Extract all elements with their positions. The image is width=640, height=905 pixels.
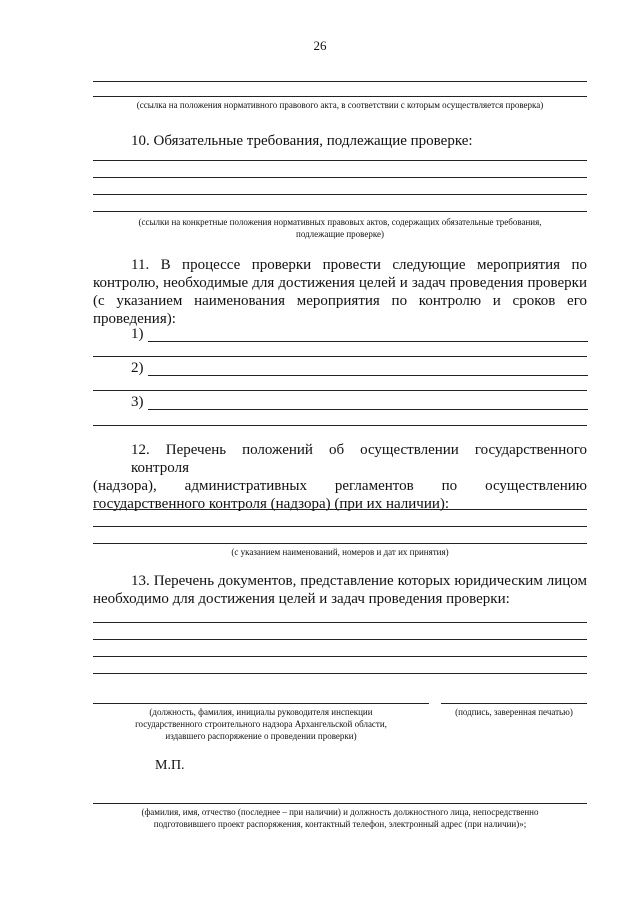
- blank-line: [93, 194, 587, 195]
- item-3-number: 3): [131, 394, 144, 410]
- official-note-line1: (должность, фамилия, инициалы руководителя инспекции: [149, 707, 373, 717]
- blank-line: [93, 356, 587, 357]
- signature-note: (подпись, заверенная печатью): [455, 707, 573, 717]
- item-2-line: [148, 375, 588, 376]
- section-11-line1: 11. В процессе проверки провести следующие мероприятия по: [131, 257, 587, 273]
- official-note-line3: издавшего распоряжение о проведении проверки): [165, 731, 357, 741]
- signature-line: [441, 703, 587, 704]
- item-1-number: 1): [131, 326, 144, 342]
- item-2-number: 2): [131, 360, 144, 376]
- section-11-line4: проведения):: [93, 311, 176, 327]
- blank-line: [93, 803, 587, 804]
- blank-line: [93, 96, 587, 97]
- section-11-line2: контролю, необходимые для достижения целей и задач проведения проверки: [93, 275, 587, 291]
- section-11-text: [93, 256, 587, 328]
- legal-act-note: (ссылка на положения нормативного правового акта, в соответствии с которым осуществляется проверка): [136, 100, 544, 110]
- section-12-line2: (надзора), административных регламентов по осуществлению: [93, 478, 587, 494]
- section-12-line3: государственного контроля (надзора) (при их наличии):: [93, 496, 450, 512]
- blank-line: [93, 81, 587, 82]
- stamp-place: М.П.: [155, 758, 185, 773]
- requirements-note-line1: (ссылки на конкретные положения нормативных правовых актов, содержащих обязательные требования,: [138, 217, 542, 227]
- blank-line: [93, 390, 587, 391]
- blank-line: [93, 211, 587, 212]
- blank-line: [93, 543, 587, 544]
- blank-line: [93, 160, 587, 161]
- official-note-line2: государственного строительного надзора Архангельской области,: [135, 719, 387, 729]
- blank-line: [93, 673, 587, 674]
- blank-line: [93, 177, 587, 178]
- blank-line: [93, 622, 587, 623]
- section-11-line3: (с указанием наименования мероприятия по контролю и сроков его: [93, 293, 587, 309]
- official-note: [93, 706, 429, 742]
- section-13-line2: необходимо для достижения целей и задач проведения проверки:: [93, 591, 510, 607]
- official-signature-line: [93, 703, 429, 704]
- section-13-text: [93, 572, 587, 608]
- preparer-note: [93, 806, 587, 830]
- preparer-note-line2: подготовившего проект распоряжения, контактный телефон, электронный адрес (при наличии)»;: [153, 819, 527, 829]
- section-12-text: [93, 441, 587, 513]
- blank-line: [93, 509, 587, 510]
- blank-line: [93, 425, 587, 426]
- regulations-note: (с указанием наименований, номеров и дат их принятия): [231, 547, 449, 557]
- blank-line: [93, 526, 587, 527]
- item-3-line: [148, 409, 588, 410]
- blank-line: [93, 656, 587, 657]
- page-number: 26: [313, 38, 327, 53]
- preparer-note-line1: (фамилия, имя, отчество (последнее – при наличии) и должность должностного лица, непосредственно: [141, 807, 539, 817]
- blank-line: [93, 639, 587, 640]
- section-12-line1: 12. Перечень положений об осуществлении государственного контроля: [131, 442, 587, 476]
- requirements-note-line2: подлежащие проверке): [296, 229, 384, 239]
- requirements-note: [93, 216, 587, 240]
- item-1-line: [148, 341, 588, 342]
- section-10-heading: 10. Обязательные требования, подлежащие проверке:: [131, 133, 473, 149]
- section-13-line1: 13. Перечень документов, представление которых юридическим лицом: [131, 573, 587, 589]
